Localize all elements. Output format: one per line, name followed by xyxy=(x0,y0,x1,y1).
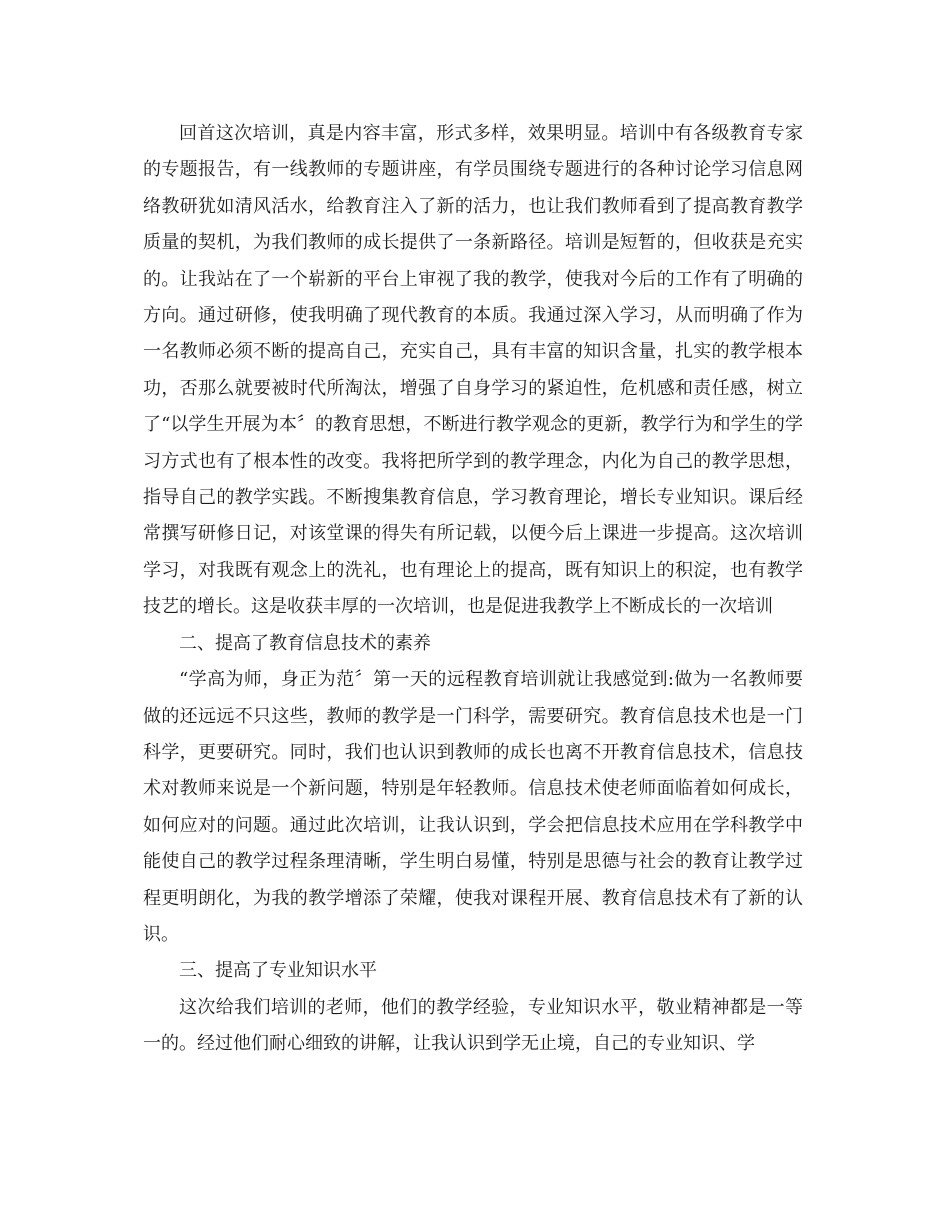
body-paragraph: “学高为师，身正为范〞第一天的远程教育培训就让我感觉到:做为一名教师要做的还远远不只这些，教师的教学是一门科学，需要研究。教育信息技术也是一门科学，更要研究。同时，我们也认识到教师的成长也离不开教育信息技术，信息技术对教师来说是一个新问题，特别是年轻教师。信息技术使老师面临着如何成长，如何应对的问题。通过此次培训，让我认识到，学会把信息技术应用在学科教学中能使自己的教学过程条理清晰，学生明白易懂，特别是思德与社会的教育让教学过程更明朗化，为我的教学增添了荣耀，使我对课程开展、教育信息技术有了新的认识。 xyxy=(143,669,803,945)
body-paragraph: 这次给我们培训的老师，他们的教学经验，专业知识水平，敬业精神都是一等一的。经过他们耐心细致的讲解，让我认识到学无止境，自己的专业知识、学 xyxy=(143,996,803,1055)
section-heading: 二、提高了教育信息技术的素养 xyxy=(179,632,431,654)
section-heading: 三、提高了专业知识水平 xyxy=(179,960,377,982)
body-paragraph: 回首这次培训，真是内容丰富，形式多样，效果明显。培训中有各级教育专家的专题报告，有一线教师的专题讲座，有学员围绕专题进行的各种讨论学习信息网络教研犹如清风活水，给教育注入了新的活力，也让我们教师看到了提高教育教学质量的契机，为我们教师的成长提供了一条新路径。培训是短暂的，但收获是充实的。让我站在了一个崭新的平台上审视了我的教学，使我对今后的工作有了明确的方向。通过研修，使我明确了现代教育的本质。我通过深入学习，从而明确了作为一名教师必须不断的提高自己，充实自己，具有丰富的知识含量，扎实的教学根本功，否那么就要被时代所淘汰，增强了自身学习的紧迫性，危机感和责任感，树立了“以学生开展为本〞的教育思想，不断进行教学观念的更新，教学行为和学生的学习方式也有了根本性的改变。我将把所学到的教学理念，内化为自己的教学思想，指导自己的教学实践。不断搜集教育信息，学习教育理论，增长专业知识。课后经常撰写研修日记，对该堂课的得失有所记载，以便今后上课进一步提高。这次培训学习，对我既有观念上的洗礼，也有理论上的提高，既有知识上的积淀，也有教学技艺的增长。这是收获丰厚的一次培训，也是促进我教学上不断成长的一次培训 xyxy=(143,123,803,618)
document-body xyxy=(143,116,803,1063)
